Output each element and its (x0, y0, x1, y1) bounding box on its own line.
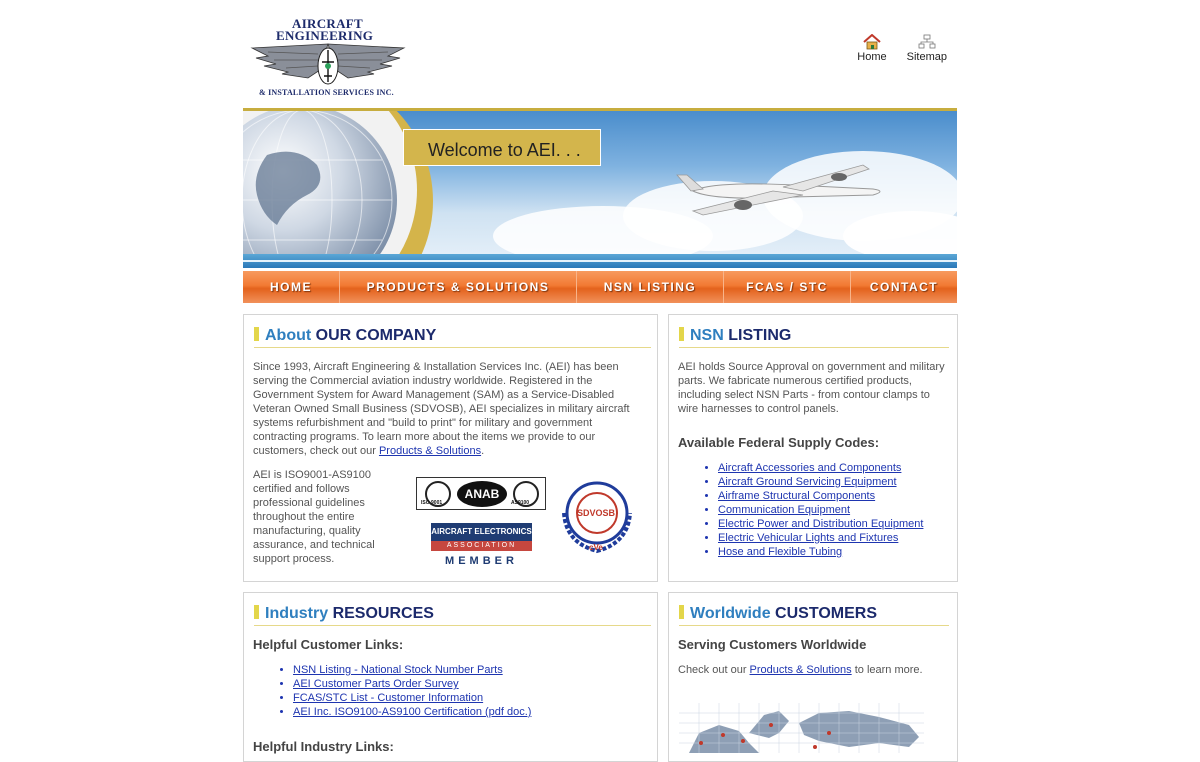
supply-code-link[interactable]: Aircraft Accessories and Components (718, 462, 902, 474)
resources-title (254, 605, 434, 623)
resources-panel (243, 592, 658, 762)
aea-mid: ASSOCIATION (431, 541, 532, 551)
list-item (718, 531, 923, 545)
customer-links-list (293, 663, 531, 719)
list-item (293, 663, 531, 677)
world-map-icon (679, 703, 924, 753)
about-para-text: Since 1993, Aircraft Engineering & Installation Services Inc. (AEI) has been serving the Commercial aviation industry worldwide. Registered in the Government System for Award Management (SAM) as a Service-Disabled Veteran Owned Small Business (SDVOSB), AEI specializes in military aircraft systems refurbishment and "build to print" for military and government contracting programs. To learn more about the items we provide to our customers, check out our (253, 361, 630, 457)
nsn-title (679, 327, 791, 345)
customer-link[interactable]: FCAS/STC List - Customer Information (293, 692, 484, 704)
title-underline (679, 347, 949, 348)
nsn-title-b: LISTING (728, 327, 792, 344)
sitemap-icon (918, 34, 936, 50)
customers-text-after: to learn more. (854, 664, 923, 676)
iso-anab-badge (416, 477, 546, 510)
header (243, 0, 957, 110)
nav-nsn-listing[interactable]: NSN LISTING (577, 271, 724, 303)
products-solutions-link[interactable]: Products & Solutions (378, 445, 482, 457)
home-icon (863, 34, 881, 50)
supply-code-link[interactable]: Airframe Structural Components (718, 490, 876, 502)
cve-label: cVe (589, 543, 603, 552)
list-item (718, 461, 923, 475)
logo[interactable] (248, 14, 408, 100)
nav-contact[interactable]: CONTACT (869, 280, 939, 294)
title-bar-icon (254, 327, 259, 341)
industry-links-subhead: Helpful Industry Links: (253, 739, 394, 754)
customers-subhead: Serving Customers Worldwide (678, 637, 867, 652)
supply-code-link[interactable]: Electric Vehicular Lights and Fixtures (718, 532, 899, 544)
home-link[interactable] (857, 34, 886, 63)
sdvosb-badge (554, 473, 640, 557)
list-item (718, 489, 923, 503)
title-bar-icon (679, 605, 684, 619)
list-item (718, 545, 923, 559)
list-item (293, 705, 531, 719)
supply-code-link[interactable]: Aircraft Ground Servicing Equipment (718, 476, 897, 488)
about-title-a: About (265, 327, 312, 344)
customer-links-subhead: Helpful Customer Links: (253, 637, 404, 652)
main-nav (243, 271, 957, 303)
page (243, 0, 957, 754)
customers-title-b: CUSTOMERS (775, 605, 877, 622)
logo-line1: AIRCRAFT (292, 16, 364, 31)
about-panel (243, 314, 658, 582)
anab-logo: ANAB (457, 481, 507, 507)
supply-code-link[interactable]: Hose and Flexible Tubing (718, 546, 843, 558)
welcome-box (403, 129, 601, 166)
title-underline (679, 625, 949, 626)
about-para-end: . (481, 445, 485, 457)
resources-title-a: Industry (265, 605, 329, 622)
list-item (718, 517, 923, 531)
about-title (254, 327, 436, 345)
customer-link[interactable]: NSN Listing - National Stock Number Parts (293, 664, 503, 676)
sitemap-link[interactable] (907, 34, 947, 63)
aea-bot: MEMBER (431, 551, 532, 571)
title-bar-icon (679, 327, 684, 341)
list-item (718, 503, 923, 517)
nav-products-solutions[interactable]: PRODUCTS & SOLUTIONS (340, 271, 577, 303)
nsn-subhead: Available Federal Supply Codes: (678, 435, 880, 450)
globe-icon (243, 111, 397, 268)
nsn-panel (668, 314, 958, 582)
top-links (857, 34, 947, 63)
as9100-label: AS9100 (511, 500, 530, 506)
nsn-title-a: NSN (690, 327, 724, 344)
supply-codes-list (718, 461, 923, 559)
hero-banner (243, 111, 957, 268)
about-title-b: OUR COMPANY (315, 327, 437, 344)
customers-text-before: Check out our (678, 664, 747, 676)
about-paragraph (253, 360, 643, 458)
logo-line3: & INSTALLATION SERVICES INC. (259, 88, 394, 97)
iso9001-label: ISO 9001 (421, 500, 443, 506)
banner-stripe-highlight (243, 260, 957, 262)
list-item (293, 691, 531, 705)
nav-fcas-stc[interactable]: FCAS / STC (724, 271, 851, 303)
sitemap-label: Sitemap (906, 51, 947, 63)
customer-link[interactable]: AEI Inc. ISO9100-AS9100 Certification (pdf doc.) (293, 706, 532, 718)
title-bar-icon (254, 605, 259, 619)
customers-title-a: Worldwide (690, 605, 771, 622)
customer-link[interactable]: AEI Customer Parts Order Survey (293, 678, 459, 690)
customers-title (679, 605, 877, 623)
nav-home[interactable]: HOME (243, 271, 340, 303)
customers-panel (668, 592, 958, 762)
winged-logo-icon (248, 40, 408, 88)
list-item (718, 475, 923, 489)
title-underline (254, 625, 651, 626)
customers-paragraph (678, 663, 950, 677)
resources-title-b: RESOURCES (332, 605, 434, 622)
home-label: Home (857, 51, 887, 63)
supply-code-link[interactable]: Communication Equipment (718, 504, 851, 516)
sdvosb-label: SDVOSB (577, 508, 616, 518)
list-item (293, 677, 531, 691)
customers-products-link[interactable]: Products & Solutions (749, 664, 852, 676)
welcome-text: Welcome to AEI. . . (428, 140, 581, 160)
logo-line2: ENGINEERING (276, 28, 374, 43)
aea-member-badge (431, 523, 532, 571)
iso-paragraph: AEI is ISO9001-AS9100 certified and follows professional guidelines throughout the entire manufacturing, quality assurance, and technical support process. (253, 469, 375, 565)
supply-code-link[interactable]: Electric Power and Distribution Equipment (718, 518, 924, 530)
airplane-icon (673, 151, 913, 231)
nsn-paragraph: AEI holds Source Approval on government and military parts. We fabricate numerous certified products, including select NSN Parts - from contour clamps to wire harnesses to control panels. (678, 361, 945, 415)
title-underline (254, 347, 651, 348)
aea-top: AIRCRAFT ELECTRONICS (431, 523, 532, 541)
